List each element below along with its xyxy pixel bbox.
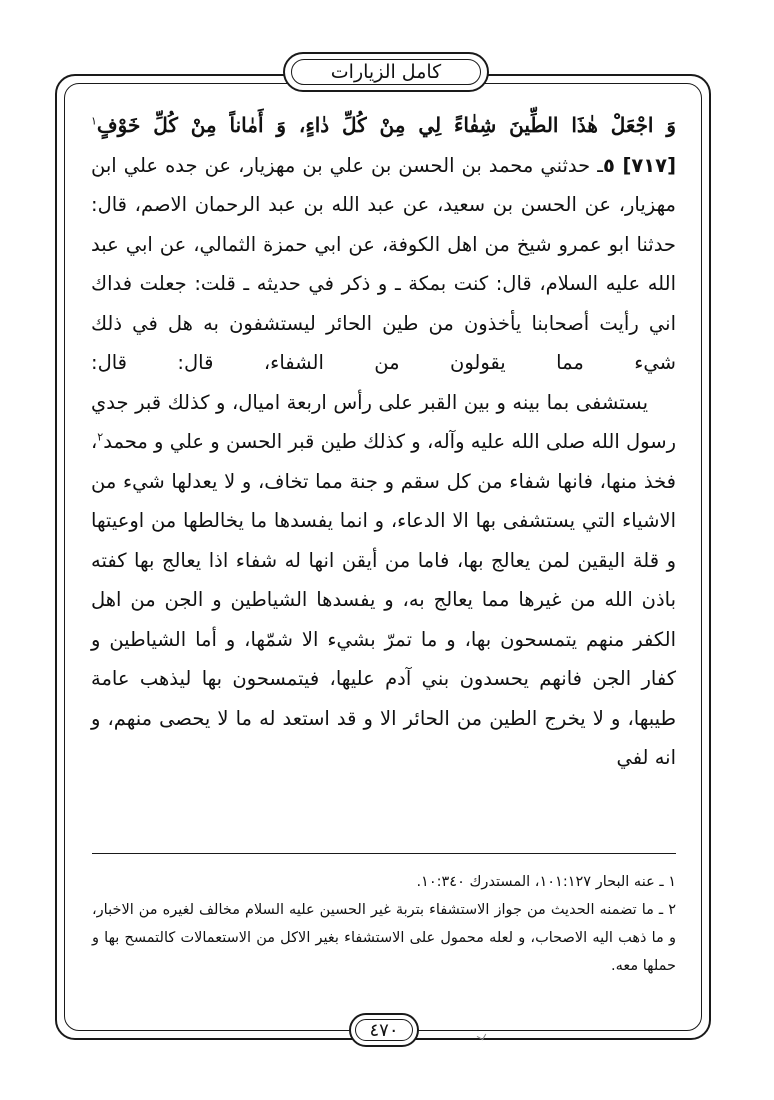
footnote-2: ٢ ـ ما تضمنه الحديث من جواز الاستشفاء بتربة غير الحسين عليه السلام مخالف لغيره من الاخبار، و ما ذهب اليه الاصحاب، و لعله محمول على الاستشفاء بغير الاكل من الاستعمالات كالتمسح بها و حملها معه. bbox=[92, 902, 676, 974]
main-text bbox=[91, 106, 676, 778]
hadith-number: [٧١٧] ٥ bbox=[602, 153, 677, 177]
quran-verse-line bbox=[91, 106, 676, 146]
hadith-paragraph-1 bbox=[91, 146, 676, 383]
page-number-badge bbox=[349, 1013, 419, 1047]
quran-verse: وَ اجْعَلْ هٰذَا الطِّينَ شِفٰاءً لِي مِنْ كُلِّ دٰاءٍ، وَ أَمٰاناً مِنْ كُلِّ خَوْفٍ bbox=[96, 113, 676, 137]
footnotes bbox=[92, 868, 676, 980]
footnote-ref-2: ٢ bbox=[97, 430, 104, 444]
footnote-separator bbox=[92, 853, 676, 854]
hadith-text-1: ـ حدثني محمد بن الحسن بن علي بن مهزيار، عن جده علي ابن مهزيار، عن الحسن بن سعيد، عن عبد الله بن عبد الرحمان الاصم، قال: حدثنا ابو عمرو شيخ من اهل الكوفة، عن ابي حمزة الثمالي، عن ابي عبد الله عليه السلام، قال: كنت بمكة ـ و ذكر في حديثه ـ قلت: جعلت فداك اني رأيت أصحابنا يأخذون من طين الحائر ليستشفون به هل في ذلك شيء مما يقولون من الشفاء، قال: قال: bbox=[91, 153, 676, 374]
page-number: ٤٧٠ bbox=[369, 1019, 399, 1041]
hadith-text-2a: يستشفى بما بينه و بين القبر على رأس اربعة اميال، و كذلك قبر جدي رسول الله صلى الله عليه وآله، و كذلك طين قبر الحسن و علي و محمد bbox=[91, 390, 676, 453]
footnote-ref-1: ١ bbox=[91, 114, 97, 128]
hadith-paragraph-2 bbox=[91, 383, 676, 778]
footnote-1: ١ ـ عنه البحار ١٠١:١٢٧، المستدرك ١٠:٣٤٠. bbox=[416, 874, 676, 890]
hadith-text-2b: ، فخذ منها، فانها شفاء من كل سقم و جنة مما تخاف، و لا يعدلها شيء من الاشياء التي يستشفى بها الا الدعاء، و انما يفسدها ما يخالطها من اوعيتها و قلة اليقين لمن يعالج بها، فاما من أيقن انها له شفاء اذا يعالج بها كفته باذن الله من غيرها مما يعالج به، و يفسدها الشياطين و الجن من اهل الكفر منهم يتمسحون بها، و ما تمرّ بشيء الا شمّها، و أما الشياطين و كفار الجن فانهم يحسدون بني آدم عليها، فيتمسحون بها ليذهب عامة طيبها، و لا يخرج الطين من الحائر الا و قد استعد له ما لا يحصى منهم، و انه لفي bbox=[91, 430, 676, 769]
book-title: كامل الزيارات bbox=[330, 61, 442, 83]
running-header bbox=[283, 52, 489, 92]
